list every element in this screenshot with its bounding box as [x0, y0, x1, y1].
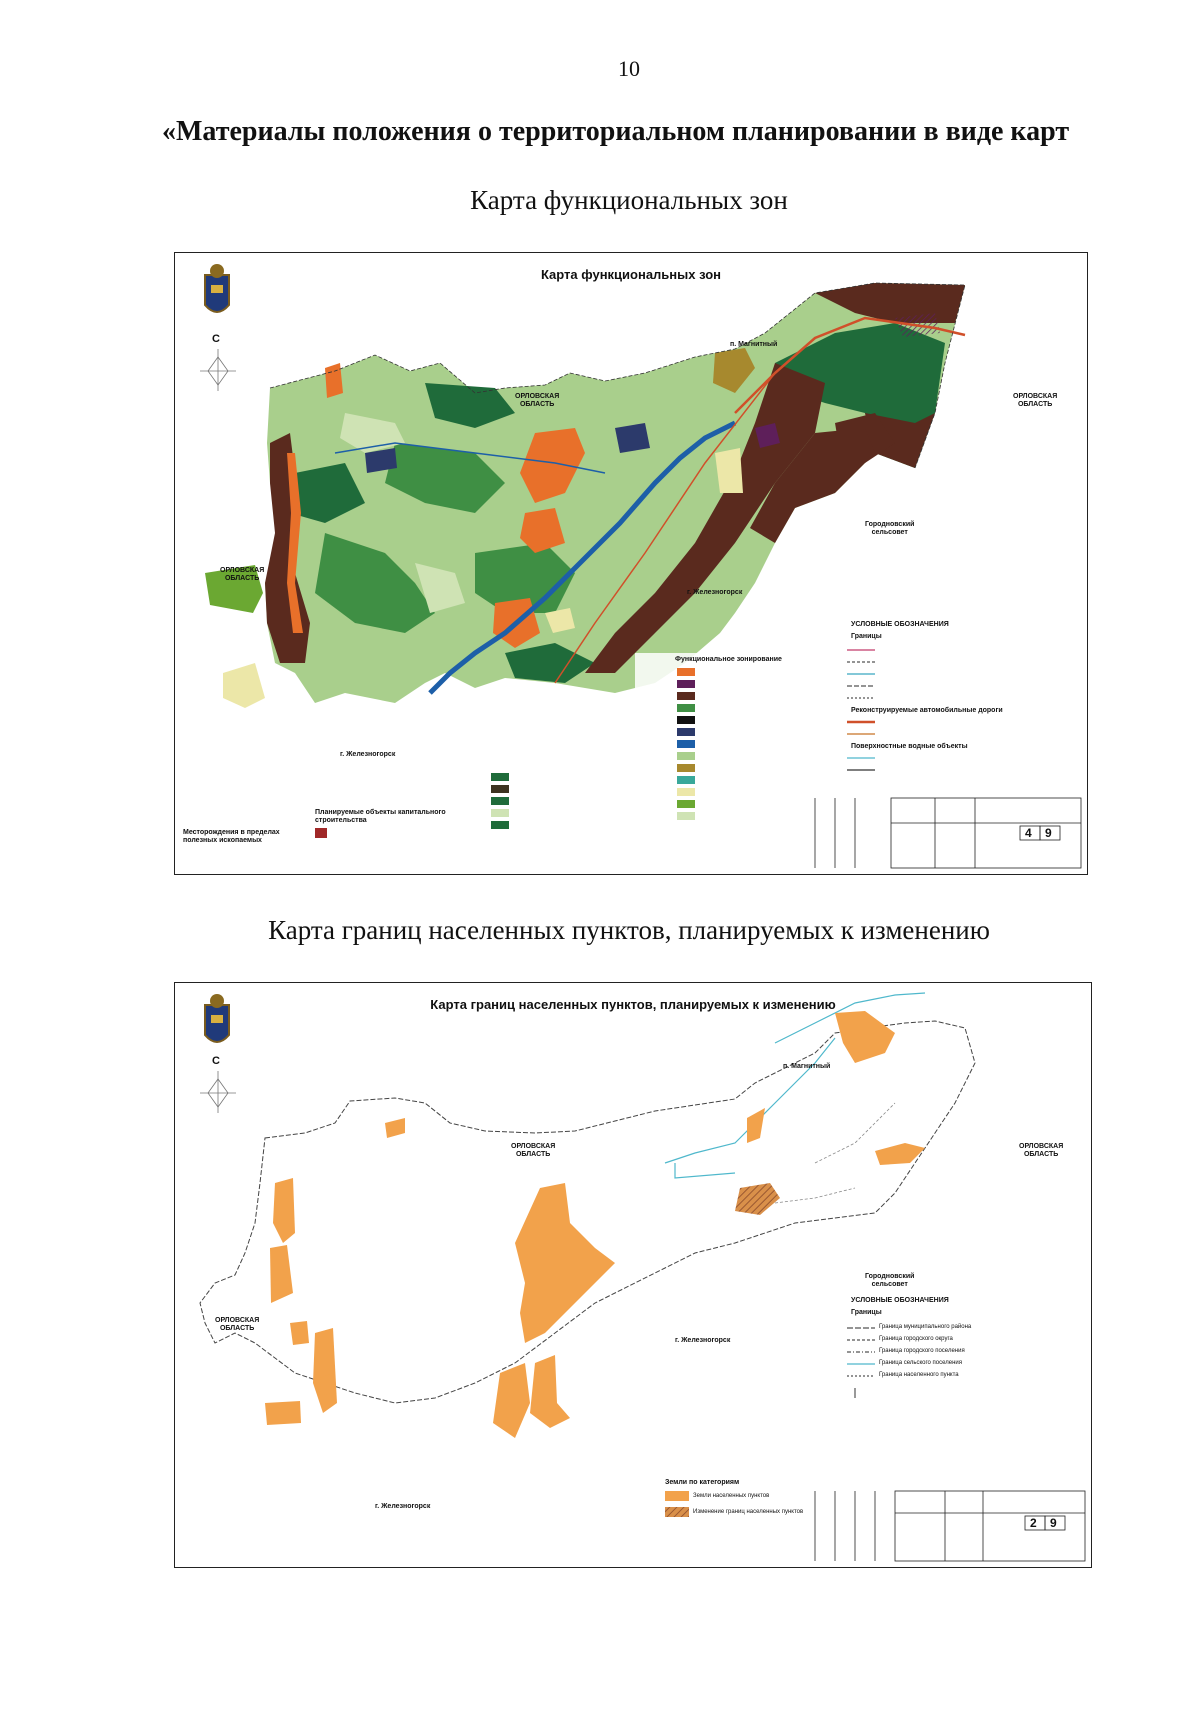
settlement-area: [273, 1178, 295, 1243]
map1-label-orel-right: ОРЛОВСКАЯ ОБЛАСТЬ: [1013, 393, 1058, 408]
map2-label-zheleznogorsk-bottom: г. Железногорск: [375, 1503, 431, 1510]
page-number: 10: [618, 56, 640, 81]
settlement-area: [747, 1108, 765, 1143]
settlement-area: [290, 1321, 309, 1345]
map1-legend-planned: Планируемые объекты капитального строительства: [315, 809, 446, 824]
functional-zones-map[interactable]: [174, 252, 1088, 875]
settlement-change-area: [735, 1183, 780, 1215]
map2-compass-letter: С: [212, 1055, 220, 1067]
settlement-area: [385, 1118, 405, 1138]
title-block-stamp: [815, 1491, 1085, 1561]
settlement-area: [515, 1183, 615, 1343]
settlement-area: [270, 1245, 293, 1303]
compass-rose-icon: [200, 349, 236, 391]
functional-zones-map-graphic: [175, 253, 1087, 874]
map1-legend-deposits: Месторождения в пределах полезных ископаемых: [183, 829, 280, 844]
map1-legend-title: УСЛОВНЫЕ ОБОЗНАЧЕНИЯ: [851, 621, 949, 628]
map2-label-gorodnovsky: Городновский сельсовет: [865, 1273, 915, 1288]
settlement-area: [835, 1011, 895, 1063]
map2-stamp-total: 9: [1050, 1516, 1057, 1530]
map1-label-orel-left: ОРЛОВСКАЯ ОБЛАСТЬ: [220, 567, 265, 582]
map2-legend-b5: Граница населенного пункта: [879, 1372, 959, 1378]
map1-compass-letter: С: [212, 333, 220, 345]
map1-label-orel-top: ОРЛОВСКАЯ ОБЛАСТЬ: [515, 393, 560, 408]
map1-label-zheleznogorsk-bottom: г. Железногорск: [340, 751, 396, 758]
settlement-area: [265, 1401, 301, 1425]
map2-legend-zones-title: Земли по категориям: [665, 1479, 740, 1486]
map2-legend-b2: Граница городского округа: [879, 1336, 953, 1342]
map1-legend-zoning: Функциональное зонирование: [675, 656, 782, 663]
settlement-area: [530, 1355, 570, 1428]
map1-title: Карта функциональных зон: [540, 267, 722, 282]
map2-legend-zone2: Изменение границ населенных пунктов: [693, 1509, 804, 1515]
settlement-area: [313, 1328, 337, 1413]
map2-legend-boundaries: Границы: [851, 1309, 882, 1316]
compass-rose-icon: [200, 1071, 236, 1113]
map1-legend-boundaries: Границы: [851, 633, 882, 640]
settlement-boundaries-map-graphic: [175, 983, 1091, 1567]
map2-legend-title: УСЛОВНЫЕ ОБОЗНАЧЕНИЯ: [851, 1297, 949, 1304]
map1-label-magnitny: п. Магнитный: [730, 341, 778, 348]
map2-stamp-sheet: 2: [1030, 1516, 1037, 1530]
map2-legend-b4: Граница сельского поселения: [879, 1360, 963, 1366]
map1-legend-water: Поверхностные водные объекты: [851, 743, 968, 750]
map2-title: Карта границ населенных пунктов, планируемых к изменению: [430, 997, 836, 1012]
map1-label-zheleznogorsk-center: г. Железногорск: [687, 589, 743, 596]
map2-legend-b1: Граница муниципального района: [879, 1324, 972, 1330]
map1-legend-roads: Реконструируемые автомобильные дороги: [851, 707, 1003, 714]
page-heading: «Материалы положения о территориальном планировании в виде карт: [162, 116, 1070, 147]
map1-label-gorodnovsky: Городновский сельсовет: [865, 521, 915, 536]
settlement-boundaries-map[interactable]: [174, 982, 1092, 1568]
map2-label-magnitny: п. Магнитный: [783, 1063, 831, 1070]
settlement-area: [875, 1143, 925, 1165]
map2-legend-zone1: Земли населенных пунктов: [693, 1493, 770, 1499]
map2-legend-b3: Граница городского поселения: [879, 1348, 965, 1354]
map2-label-orel-left: ОРЛОВСКАЯ ОБЛАСТЬ: [215, 1317, 260, 1332]
map1-caption: Карта функциональных зон: [470, 185, 788, 215]
map2-caption: Карта границ населенных пунктов, планируемых к изменению: [268, 915, 990, 945]
settlement-area: [493, 1363, 530, 1438]
map1-stamp-total: 9: [1045, 826, 1052, 840]
boundaries-legend-lines: [847, 1328, 875, 1398]
map2-label-orel-right: ОРЛОВСКАЯ ОБЛАСТЬ: [1019, 1143, 1064, 1158]
map2-label-zheleznogorsk-center: г. Железногорск: [675, 1337, 731, 1344]
map2-label-orel-top: ОРЛОВСКАЯ ОБЛАСТЬ: [511, 1143, 556, 1158]
map1-stamp-sheet: 4: [1025, 826, 1032, 840]
